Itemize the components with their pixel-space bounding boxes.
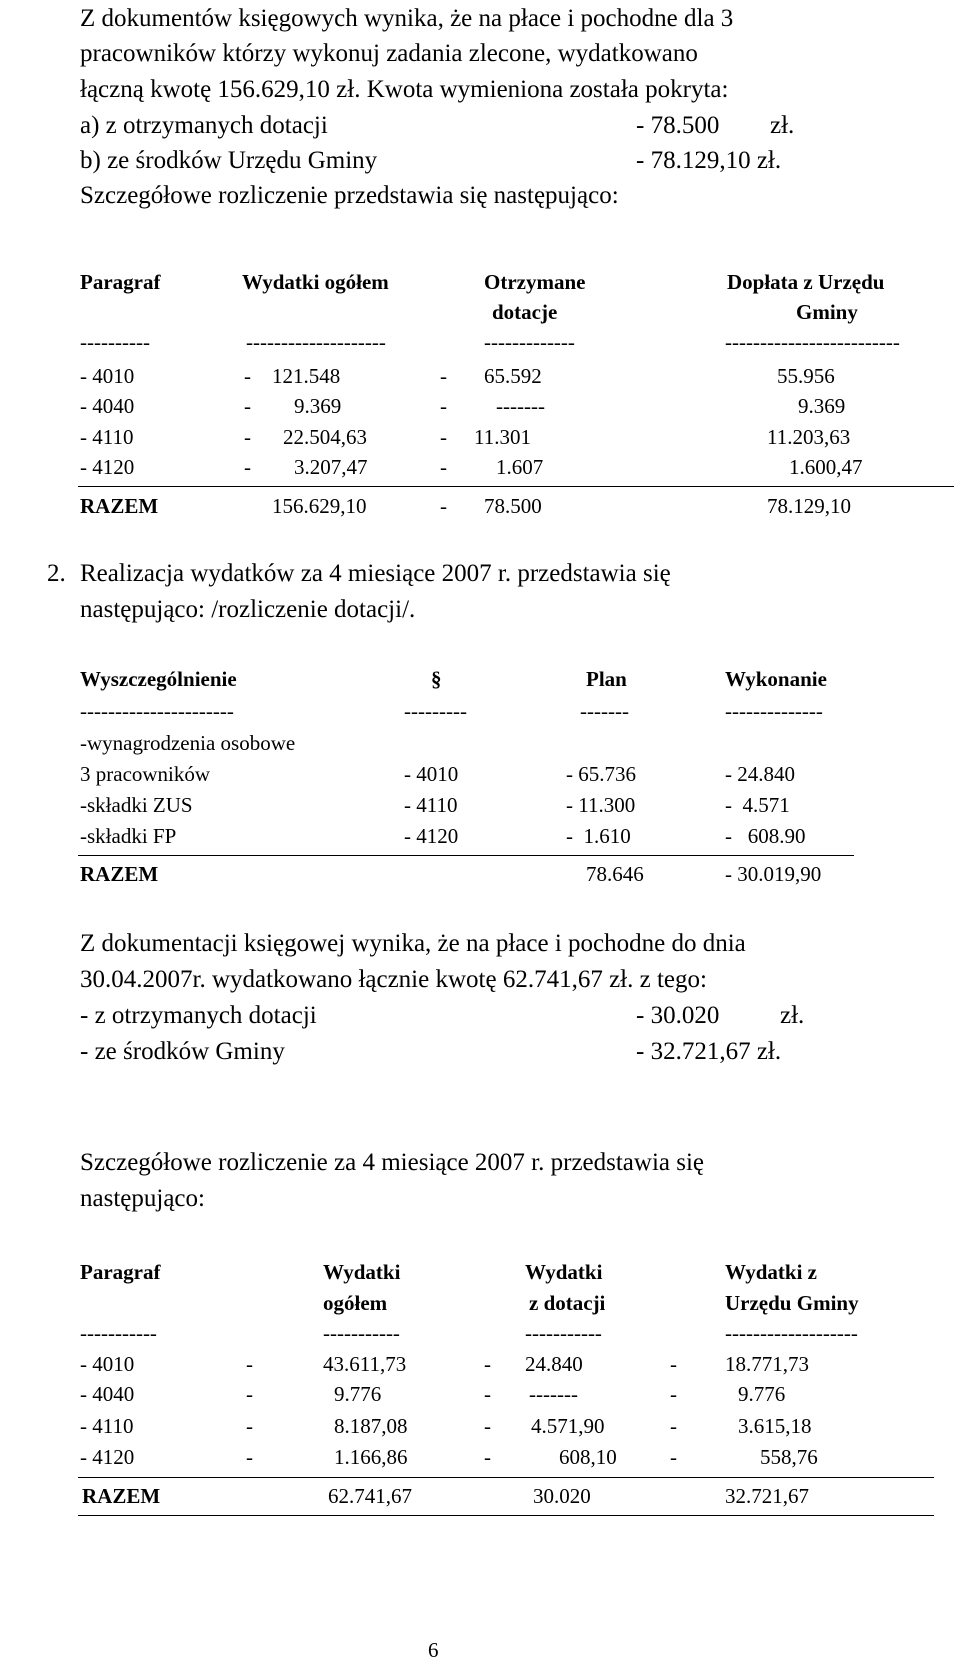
table3-header-paragraf: Paragraf bbox=[80, 1260, 161, 1284]
table1-total-rule bbox=[78, 486, 954, 487]
table3-row3-paragraf: - 4110 bbox=[80, 1414, 134, 1438]
table1-row3-dotacje: 11.301 bbox=[474, 425, 531, 449]
table3-row1-urzad: 18.771,73 bbox=[725, 1352, 809, 1376]
table2-header-plan: Plan bbox=[586, 667, 627, 691]
table2-row3-label: -składki FP bbox=[80, 824, 177, 848]
table1-row2-total: 9.369 bbox=[294, 394, 342, 418]
table3-header-wydatki-1: Wydatki bbox=[323, 1260, 401, 1284]
table2-row2-label: -składki ZUS bbox=[80, 793, 193, 817]
table1-row4-sep2: - bbox=[440, 455, 447, 479]
intro-item-a-unit: zł. bbox=[770, 112, 795, 139]
summary2-line1: Z dokumentacji księgowej wynika, że na płace i pochodne do dnia bbox=[80, 930, 746, 957]
table2-row1-paragraf: - 4010 bbox=[404, 762, 459, 786]
table1-row3-paragraf: - 4110 bbox=[80, 425, 134, 449]
table1-total-dotacje: 78.500 bbox=[484, 494, 542, 518]
table3-dash-4: ------------------- bbox=[725, 1321, 858, 1345]
table3-row2-sep3: - bbox=[670, 1382, 677, 1406]
table1-header-doplata: Dopłata z Urzędu bbox=[727, 270, 885, 294]
table3-header-z-dotacji: z dotacji bbox=[529, 1291, 606, 1315]
table3-row4-dotacje: 608,10 bbox=[559, 1445, 617, 1469]
table1-row2-sep2: - bbox=[440, 394, 447, 418]
table1-row1-dotacje: 65.592 bbox=[484, 364, 542, 388]
table3-row3-sep3: - bbox=[670, 1414, 677, 1438]
table1-header-otrzymane: Otrzymane bbox=[484, 270, 586, 294]
table1-total-doplata: 78.129,10 bbox=[767, 494, 851, 518]
table2-row1-wykonanie: - 24.840 bbox=[725, 762, 795, 786]
summary2-item-a-label: - z otrzymanych dotacji bbox=[80, 1002, 317, 1029]
table3-row2-dotacje: ------- bbox=[529, 1382, 578, 1406]
table3-row4-ogolem: 1.166,86 bbox=[334, 1445, 408, 1469]
table2-row3-plan: - 1.610 bbox=[566, 824, 631, 848]
table3-row3-dotacje: 4.571,90 bbox=[531, 1414, 605, 1438]
table1-row3-doplata: 11.203,63 bbox=[767, 425, 851, 449]
table2-dash-3: ------- bbox=[580, 699, 629, 723]
table3-row4-urzad: 558,76 bbox=[760, 1445, 818, 1469]
intro-item-b-amount: - 78.129,10 zł. bbox=[636, 147, 782, 174]
table1-row3-total: 22.504,63 bbox=[283, 425, 367, 449]
table2-dash-2: --------- bbox=[404, 699, 467, 723]
table3-row2-sep1: - bbox=[246, 1382, 253, 1406]
section2-line1: Realizacja wydatków za 4 miesiące 2007 r. przedstawia się bbox=[80, 560, 671, 587]
table1-header-paragraf: Paragraf bbox=[80, 270, 161, 294]
table3-row1-paragraf: - 4010 bbox=[80, 1352, 135, 1376]
table3-row2-paragraf: - 4040 bbox=[80, 1382, 135, 1406]
table1-header-gminy: Gminy bbox=[796, 300, 858, 324]
table1-row1-sep2: - bbox=[440, 364, 447, 388]
table3-dash-2: ----------- bbox=[323, 1321, 400, 1345]
table3-total-ogolem: 62.741,67 bbox=[328, 1484, 412, 1508]
table1-row4-doplata: 1.600,47 bbox=[789, 455, 863, 479]
table1-row1-total: 121.548 bbox=[272, 364, 341, 388]
table3-row4-paragraf: - 4120 bbox=[80, 1445, 135, 1469]
table3-header-ogolem: ogółem bbox=[323, 1291, 388, 1315]
intro-item-a-label: a) z otrzymanych dotacji bbox=[80, 112, 328, 139]
table3-row3-sep1: - bbox=[246, 1414, 253, 1438]
table3-row1-sep1: - bbox=[246, 1352, 253, 1376]
table2-row3-paragraf: - 4120 bbox=[404, 824, 459, 848]
intro-line-2: pracowników którzy wykonuj zadania zlecone, wydatkowano bbox=[80, 40, 698, 67]
table1-header-dotacje: dotacje bbox=[492, 300, 558, 324]
table3-row4-sep3: - bbox=[670, 1445, 677, 1469]
table2-row3-wykonanie: - 608.90 bbox=[725, 824, 806, 848]
table3-total-urzad: 32.721,67 bbox=[725, 1484, 809, 1508]
table3-row3-urzad: 3.615,18 bbox=[738, 1414, 812, 1438]
table1-row4-dotacje: 1.607 bbox=[496, 455, 544, 479]
table3-row2-sep2: - bbox=[484, 1382, 491, 1406]
table1-row4-paragraf: - 4120 bbox=[80, 455, 135, 479]
summary2-item-a-unit: zł. bbox=[780, 1002, 805, 1029]
table1-row2-sep1: - bbox=[244, 394, 251, 418]
table1-total-label: RAZEM bbox=[80, 494, 159, 518]
table2-row2-paragraf: - 4110 bbox=[404, 793, 458, 817]
section2-number: 2. bbox=[47, 560, 66, 587]
table3-total-label: RAZEM bbox=[82, 1484, 161, 1508]
summary2-line2: 30.04.2007r. wydatkowano łącznie kwotę 62.741,67 zł. z tego: bbox=[80, 966, 707, 993]
table1-row3-sep1: - bbox=[244, 425, 251, 449]
table2-total-rule bbox=[78, 855, 854, 856]
table2-row1-label: 3 pracowników bbox=[80, 762, 211, 786]
detail2-line1: Szczegółowe rozliczenie za 4 miesiące 2007 r. przedstawia się bbox=[80, 1149, 705, 1176]
table3-total-rule bbox=[78, 1477, 934, 1478]
intro-detail: Szczegółowe rozliczenie przedstawia się następująco: bbox=[80, 182, 619, 209]
intro-item-b-label: b) ze środków Urzędu Gminy bbox=[80, 147, 378, 174]
table3-row2-ogolem: 9.776 bbox=[334, 1382, 382, 1406]
table3-row2-urzad: 9.776 bbox=[738, 1382, 786, 1406]
table3-row1-sep3: - bbox=[670, 1352, 677, 1376]
table2-dash-1: ---------------------- bbox=[80, 699, 234, 723]
table3-row1-ogolem: 43.611,73 bbox=[323, 1352, 407, 1376]
table2-header-wyszczegolnienie: Wyszczególnienie bbox=[80, 667, 237, 691]
table2-dash-4: -------------- bbox=[725, 699, 823, 723]
summary2-item-b-amount: - 32.721,67 zł. bbox=[636, 1038, 782, 1065]
table1-total-sep: - bbox=[440, 494, 447, 518]
table3-row1-dotacje: 24.840 bbox=[525, 1352, 583, 1376]
table2-total-label: RAZEM bbox=[80, 862, 159, 886]
table2-row2-plan: - 11.300 bbox=[566, 793, 636, 817]
table2-header-wykonanie: Wykonanie bbox=[725, 667, 827, 691]
intro-line-3: łączną kwotę 156.629,10 zł. Kwota wymieniona została pokryta: bbox=[80, 76, 729, 103]
table2-total-plan: 78.646 bbox=[586, 862, 644, 886]
table3-row3-sep2: - bbox=[484, 1414, 491, 1438]
table1-header-wydatki-ogolem: Wydatki ogółem bbox=[242, 270, 389, 294]
table1-row4-total: 3.207,47 bbox=[294, 455, 368, 479]
table3-dash-1: ----------- bbox=[80, 1321, 157, 1345]
table2-row1-plan: - 65.736 bbox=[566, 762, 636, 786]
table1-row3-sep2: - bbox=[440, 425, 447, 449]
summary2-item-a-amount: - 30.020 bbox=[636, 1002, 720, 1029]
table3-total-dotacje: 30.020 bbox=[533, 1484, 591, 1508]
table1-dash-3: ------------- bbox=[484, 330, 575, 354]
table3-header-wydatki-z: Wydatki z bbox=[725, 1260, 817, 1284]
table1-row4-sep1: - bbox=[244, 455, 251, 479]
table3-header-wydatki-2: Wydatki bbox=[525, 1260, 603, 1284]
intro-item-a-amount: - 78.500 bbox=[636, 112, 720, 139]
intro-line-1: Z dokumentów księgowych wynika, że na płace i pochodne dla 3 bbox=[80, 5, 734, 32]
table3-header-urzedu-gminy: Urzędu Gminy bbox=[725, 1291, 859, 1315]
table1-row1-doplata: 55.956 bbox=[777, 364, 835, 388]
table2-row2-wykonanie: - 4.571 bbox=[725, 793, 790, 817]
detail2-line2: następująco: bbox=[80, 1185, 205, 1212]
table1-dash-1: ---------- bbox=[80, 330, 150, 354]
table1-row2-doplata: 9.369 bbox=[798, 394, 846, 418]
table1-dash-2: -------------------- bbox=[246, 330, 386, 354]
table2-header-paragraph-sign: § bbox=[431, 667, 442, 691]
table3-row4-sep2: - bbox=[484, 1445, 491, 1469]
table2-group-label: -wynagrodzenia osobowe bbox=[80, 731, 296, 755]
table1-row1-paragraf: - 4010 bbox=[80, 364, 135, 388]
table1-total-ogolem: 156.629,10 bbox=[272, 494, 367, 518]
table3-row3-ogolem: 8.187,08 bbox=[334, 1414, 408, 1438]
summary2-item-b-label: - ze środków Gminy bbox=[80, 1038, 285, 1065]
table1-row2-paragraf: - 4040 bbox=[80, 394, 135, 418]
table3-row4-sep1: - bbox=[246, 1445, 253, 1469]
page-number: 6 bbox=[428, 1638, 439, 1662]
table3-row1-sep2: - bbox=[484, 1352, 491, 1376]
table1-row2-dotacje: ------- bbox=[496, 394, 545, 418]
table2-total-wykonanie: - 30.019,90 bbox=[725, 862, 822, 886]
table3-dash-3: ----------- bbox=[525, 1321, 602, 1345]
table3-total-bottom-rule bbox=[78, 1515, 934, 1516]
table1-row1-sep1: - bbox=[244, 364, 251, 388]
section2-line2: następująco: /rozliczenie dotacji/. bbox=[80, 596, 416, 623]
table1-dash-4: ------------------------- bbox=[725, 330, 900, 354]
